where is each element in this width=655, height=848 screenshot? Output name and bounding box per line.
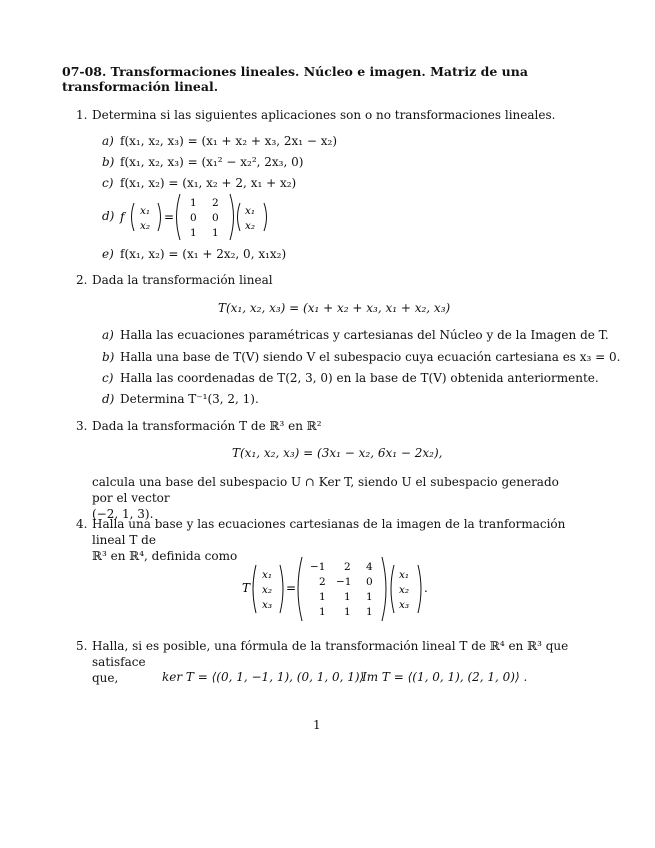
svg-text:x₂: x₂ [245,220,256,232]
problem-number: 5. [76,639,88,653]
problem-statement: Dada la transformación T de ℝ³ en ℝ² [92,419,322,433]
svg-text:1: 1 [344,591,351,603]
svg-text:=: = [286,581,297,595]
problem-number: 3. [76,419,88,433]
svg-text:0: 0 [212,212,219,224]
svg-text:x₁: x₁ [399,569,410,581]
problem-4: 4. Halla una base y las ecuaciones cartesianas de la imagen de la tranformación lineal T de ℝ³ en ℝ⁴, definida como [76,517,566,563]
problem-number: 2. [76,273,88,287]
problem-3 [76,418,581,434]
svg-text:1: 1 [190,227,197,239]
svg-text:x₂: x₂ [140,220,151,232]
svg-text:x₂: x₂ [262,584,273,596]
image-formula: Im T = ⟨(1, 0, 1), (2, 1, 0)⟩ . [362,670,528,684]
svg-text:−1: −1 [310,561,326,573]
svg-text:x₁: x₁ [262,569,273,581]
problem-number: 4. [76,517,88,531]
page-number: 1 [313,718,321,732]
svg-text:0: 0 [366,576,373,588]
problem-5: 5. Halla, si es posible, una fórmula de la transformación lineal T de ℝ⁴ en ℝ³ que satisface que, [76,639,569,685]
svg-text:1: 1 [319,591,326,603]
svg-text:x₃: x₃ [262,599,273,611]
problem-1 [76,107,581,123]
svg-text:x₂: x₂ [399,584,410,596]
svg-text:1: 1 [190,197,197,209]
matrix-equation [240,555,440,623]
problem-statement: Determina si las siguientes aplicaciones son o no transformaciones lineales. [92,108,556,122]
svg-text:0: 0 [190,212,197,224]
svg-text:1: 1 [319,606,326,618]
kernel-formula: ker T = ⟨(0, 1, −1, 1), (0, 1, 0, 1)⟩ [162,670,365,684]
problem-3-text: calcula una base del subespacio U ∩ Ker T, siendo U el subespacio generado por el vector (−2, 1, 3). [92,475,559,521]
problem-statement: Dada la transformación lineal [92,273,273,287]
svg-text:2: 2 [344,561,351,573]
svg-text:=: = [164,210,175,224]
document-page: 07-08. Transformaciones lineales. Núcleo e imagen. Matriz de una transformación lineal. 1. Determina si las siguientes aplicaciones son o no transformaciones lineales. a) f(x₁, x₂, x₃) = (x₁ + x₂ + x₃, 2x₁ − x₂) b) f(x₁, x₂, x₃) = (x₁² − x₂², 2x₃, 0) c) f(x₁, x₂) = (x₁, x₂ + 2, x₁ + x₂) d) f x₁ x₂ = 1 2 0 0 1 1 x₁ x₂ e) f(x₁, x₂) = (x₁ + 2x₂, 0, x₁x₂) 2. Dada la transformación lineal T(x₁, x₂, x₃) = (x₁ + x₂ + x₃, x₁ + x₂, x₃) a) Halla las ecuaciones paramétricas y cartesianas del Núcleo y de la Imagen de T. b) Halla una base de T(V) siendo V el subespacio cuya ecuación cartesiana es x₃ = 0. c) Halla las coordenadas de T(2, 3, 0) en la base de T(V) obtenida anteriormente. d) Determina T⁻¹(3, 2, 1). 3. Dada la transformación T de ℝ³ en ℝ² T(x₁, x₂, x₃) = (3x₁ − x₂, 6x₁ − 2x₂), calcula una base del subespacio U ∩ Ker T, siendo U el subespacio generado por el vector (−2, 1, 3). 4. Halla una base y las ecuaciones cartesianas de la imagen de la tranformación lineal T de ℝ³ en ℝ⁴, definida como T x₁ x₂ x₃ = −1 2 4 2 −1 0 1 1 1 1 1 1 x₁ x₂ x₃ . 5. Halla, si es posible, una fórmula de la transformación lineal T de ℝ⁴ en ℝ³ que satisface que, ker T = ⟨(0, 1, −1, 1), (0, 1, 0, 1)⟩ Im T = ⟨(1, 0, 1), (2, 1, 0)⟩ . 1 [62,64,621,732]
svg-text:2: 2 [212,197,219,209]
matrix-equation [118,192,278,242]
problem-2 [76,272,581,288]
svg-text:2: 2 [319,576,326,588]
svg-text:1: 1 [344,606,351,618]
svg-text:−1: −1 [336,576,352,588]
svg-text:1: 1 [366,606,373,618]
function-symbol: T [242,581,251,595]
problem-number: 1. [76,108,88,122]
svg-text:x₁: x₁ [245,205,256,217]
svg-text:1: 1 [212,227,219,239]
function-symbol: f [120,210,125,224]
svg-text:.: . [424,581,428,595]
formula: T(x₁, x₂, x₃) = (x₁ + x₂ + x₃, x₁ + x₂, x₃) [218,301,451,315]
formula: T(x₁, x₂, x₃) = (3x₁ − x₂, 6x₁ − 2x₂), [232,446,443,460]
page-title: 07-08. Transformaciones lineales. Núcleo e imagen. Matriz de una transformación lineal. [62,64,528,94]
svg-text:1: 1 [366,591,373,603]
svg-text:x₁: x₁ [140,205,151,217]
svg-text:x₃: x₃ [399,599,410,611]
svg-text:4: 4 [366,561,373,573]
